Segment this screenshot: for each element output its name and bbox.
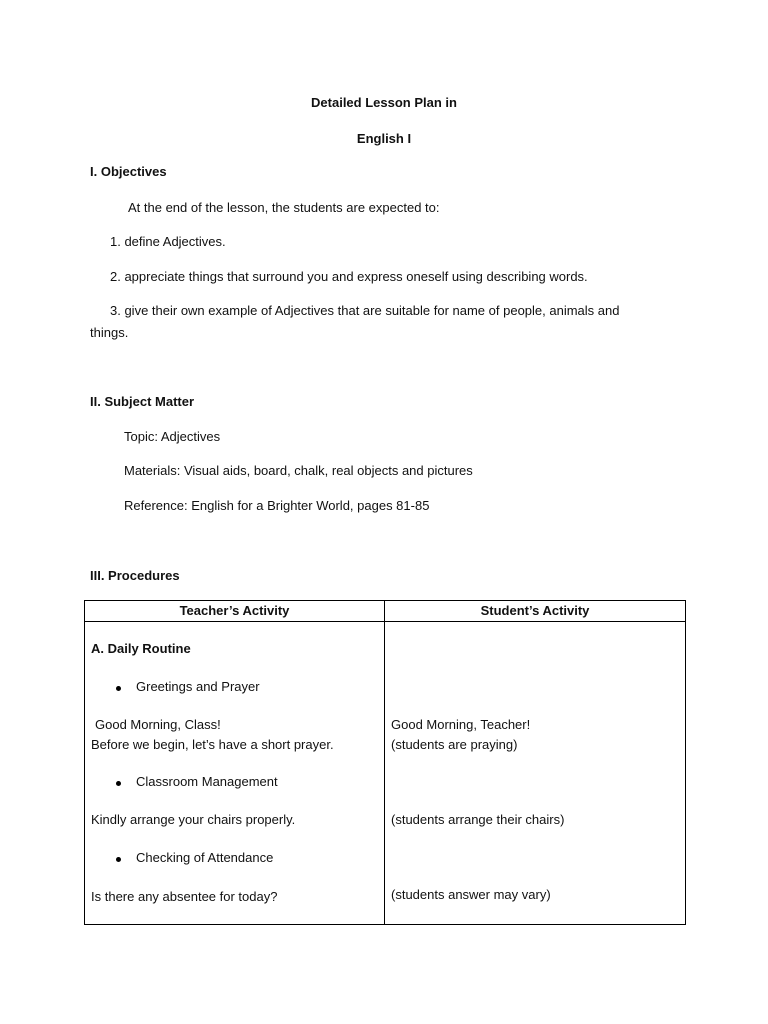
subject-materials: Materials: Visual aids, board, chalk, real objects and pictures — [124, 463, 473, 478]
bullet-icon — [116, 857, 121, 862]
student-prayer: (students are praying) — [391, 737, 518, 752]
student-absentee: (students answer may vary) — [391, 887, 551, 902]
daily-routine-heading: A. Daily Routine — [91, 641, 191, 656]
teacher-prayer: Before we begin, let’s have a short prayer. — [91, 737, 334, 752]
greetings-bullet: Greetings and Prayer — [136, 679, 260, 694]
doc-title-line2: English I — [356, 131, 412, 146]
objective-item-2: 2. appreciate things that surround you and express oneself using describing words. — [110, 269, 588, 284]
teacher-activity-header: Teacher’s Activity — [179, 603, 290, 618]
bullet-icon — [116, 781, 121, 786]
teacher-absentee: Is there any absentee for today? — [91, 889, 278, 904]
objectives-intro: At the end of the lesson, the students are expected to: — [128, 200, 440, 215]
classroom-bullet: Classroom Management — [136, 774, 278, 789]
attendance-bullet: Checking of Attendance — [136, 850, 274, 865]
subject-reference: Reference: English for a Brighter World, pages 81-85 — [124, 498, 430, 513]
doc-title-line1: Detailed Lesson Plan in — [311, 95, 457, 110]
objective-item-3-continued: things. — [90, 325, 129, 340]
procedures-table — [84, 600, 686, 925]
teacher-chairs: Kindly arrange your chairs properly. — [91, 812, 296, 827]
objectives-heading: I. Objectives — [90, 164, 167, 179]
subject-topic: Topic: Adjectives — [124, 429, 221, 444]
teacher-greeting: Good Morning, Class! — [95, 717, 221, 732]
table-header-divider — [85, 621, 685, 622]
subject-matter-heading: II. Subject Matter — [90, 394, 195, 409]
student-greeting: Good Morning, Teacher! — [391, 717, 531, 732]
table-column-divider — [384, 601, 385, 924]
objective-item-3: 3. give their own example of Adjectives that are suitable for name of people, animals and — [110, 303, 620, 318]
student-activity-header: Student’s Activity — [480, 603, 590, 618]
student-chairs: (students arrange their chairs) — [391, 812, 565, 827]
objective-item-1: 1. define Adjectives. — [110, 234, 226, 249]
procedures-heading: III. Procedures — [90, 568, 180, 583]
bullet-icon — [116, 686, 121, 691]
